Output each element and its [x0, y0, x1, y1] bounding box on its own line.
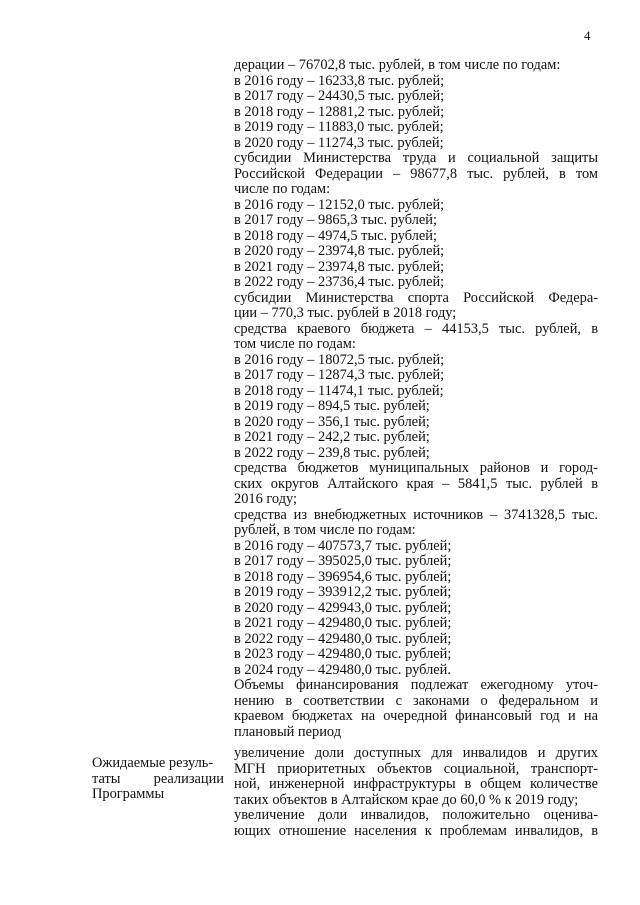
text-line: в 2019 году – 393912,2 тыс. рублей;	[234, 584, 452, 600]
text-line: в 2021 году – 23974,8 тыс. рублей;	[234, 258, 445, 275]
text-line: в 2021 году – 429480,0 тыс. рублей;	[234, 615, 452, 631]
text-line: в 2022 году – 23736,4 тыс. рублей;	[234, 274, 445, 290]
text-line: в 2016 году – 12152,0 тыс. рублей;	[234, 196, 445, 213]
text-line: в 2024 году – 429480,0 тыс. рублей.	[234, 661, 451, 678]
text-line: в 2018 году – 11474,1 тыс. рублей;	[234, 382, 444, 399]
text-line: ции – 770,3 тыс. рублей в 2018 году;	[234, 305, 457, 321]
text-line: в 2016 году – 16233,8 тыс. рублей;	[234, 72, 445, 89]
text-line: в 2017 году – 395025,0 тыс. рублей;	[234, 553, 452, 569]
label-line: Программы	[92, 786, 165, 802]
text-line: в 2017 году – 12874,3 тыс. рублей;	[234, 367, 445, 383]
text-line: в 2016 году – 18072,5 тыс. рублей;	[234, 351, 445, 368]
text-line: Объемы финансирования подлежат ежегодному уточ-	[234, 677, 598, 693]
text-line: ских округов Алтайского края – 5841,5 тыс. рублей в	[234, 475, 598, 492]
text-line: в 2022 году – 239,8 тыс. рублей;	[234, 444, 430, 461]
text-line: субсидии Министерства труда и социальной защиты	[234, 150, 598, 166]
text-line: нению в соответствии с законами о федеральном и	[234, 692, 598, 709]
financing-section	[234, 58, 598, 740]
text-line: в 2020 году – 356,1 тыс. рублей;	[234, 413, 430, 430]
program-text-column	[234, 58, 598, 839]
text-line: в 2021 году – 242,2 тыс. рублей;	[234, 429, 430, 445]
text-line: ющих отношение населения к проблемам инвалидов, в	[234, 822, 598, 839]
text-line: в 2018 году – 4974,5 тыс. рублей;	[234, 227, 437, 244]
page-number: 4	[584, 28, 591, 43]
text-line: в 2018 году – 396954,6 тыс. рублей;	[234, 568, 452, 585]
expected-results-label	[92, 756, 224, 803]
text-line: средства из внебюджетных источников – 3741328,5 тыс.	[234, 506, 598, 523]
text-line: ной, инженерной инфраструктуры в общем количестве	[234, 776, 598, 792]
text-line: том числе по годам:	[234, 336, 356, 352]
text-line: числе по годам:	[234, 181, 331, 197]
text-line: в 2022 году – 429480,0 тыс. рублей;	[234, 630, 452, 647]
text-line: в 2019 году – 11883,0 тыс. рублей;	[234, 119, 444, 135]
text-line: средства бюджетов муниципальных районов и город-	[234, 460, 598, 476]
text-line: в 2019 году – 894,5 тыс. рублей;	[234, 398, 430, 414]
text-line: в 2020 году – 11274,3 тыс. рублей;	[234, 134, 444, 151]
text-line: в 2017 году – 9865,3 тыс. рублей;	[234, 212, 437, 228]
text-line: дерации – 76702,8 тыс. рублей, в том числе по годам:	[234, 57, 561, 73]
text-line: 2016 году;	[234, 491, 298, 507]
text-line: рублей, в том числе по годам:	[234, 522, 416, 538]
text-line: таких объектов в Алтайском крае до 60,0 % к 2019 году;	[234, 791, 579, 808]
text-line: краевом бюджетах на очередной финансовый год и на	[234, 708, 598, 724]
text-line: в 2017 году – 24430,5 тыс. рублей;	[234, 88, 445, 104]
text-line: Российской Федерации – 98677,8 тыс. рублей, в том	[234, 165, 598, 182]
text-line: плановый период	[234, 723, 342, 740]
text-line: МГН приоритетных объектов социальной, транспорт-	[234, 760, 598, 777]
text-line: в 2023 году – 429480,0 тыс. рублей;	[234, 646, 452, 662]
label-line: Ожидаемые резуль-	[92, 755, 214, 771]
text-line: субсидии Министерства спорта Российской Федера-	[234, 289, 598, 306]
text-line: в 2020 году – 23974,8 тыс. рублей;	[234, 243, 445, 259]
label-line: таты реализации	[92, 770, 224, 787]
text-line: в 2016 году – 407573,7 тыс. рублей;	[234, 537, 452, 554]
text-line: увеличение доли доступных для инвалидов и других	[234, 745, 598, 761]
expected-results-section	[234, 746, 598, 839]
text-line: в 2018 году – 12881,2 тыс. рублей;	[234, 103, 445, 120]
text-line: увеличение доли инвалидов, положительно оценива-	[234, 807, 598, 823]
text-line: в 2020 году – 429943,0 тыс. рублей;	[234, 599, 452, 616]
text-line: средства краевого бюджета – 44153,5 тыс. рублей, в	[234, 320, 598, 337]
